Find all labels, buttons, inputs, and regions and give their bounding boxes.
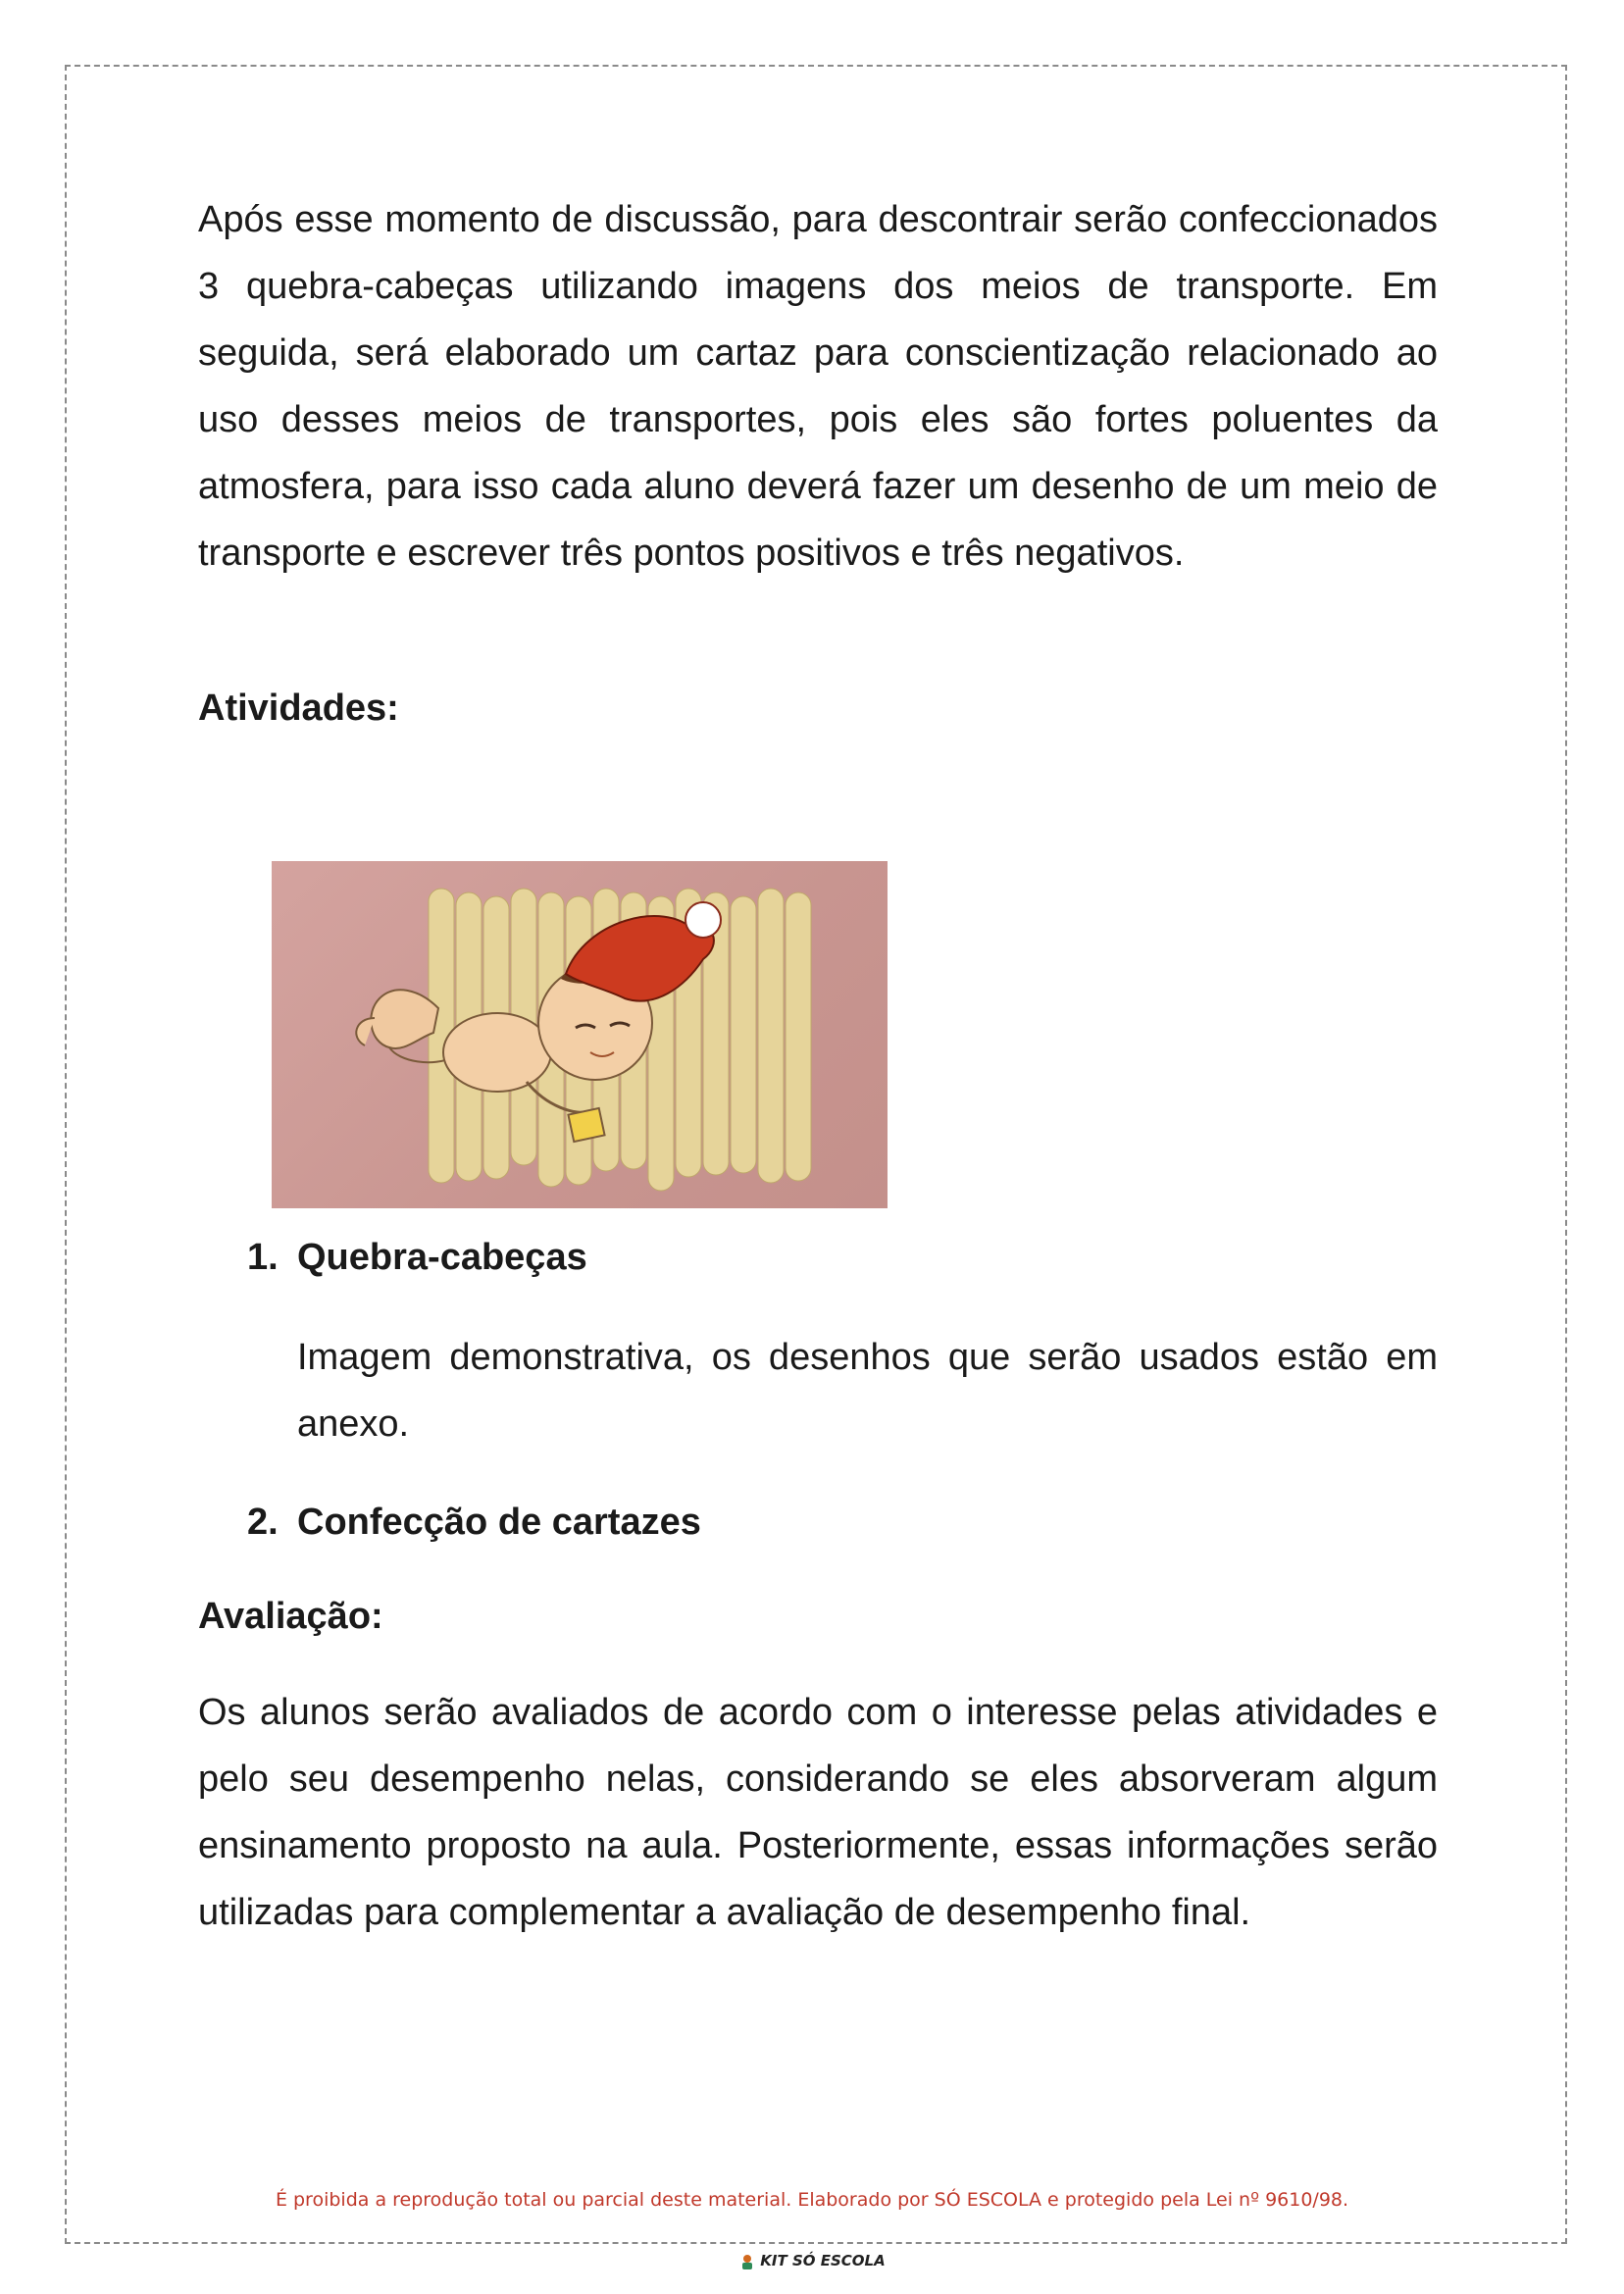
school-mascot-icon bbox=[738, 2253, 756, 2270]
document-body bbox=[198, 186, 1438, 1946]
evaluation-heading: Avaliação: bbox=[198, 1596, 383, 1637]
list-item bbox=[198, 1489, 1438, 1555]
logo-text: KIT SÓ ESCOLA bbox=[760, 2252, 886, 2269]
copyright-notice: É proibida a reprodução total ou parcial deste material. Elaborado por SÓ ESCOLA e protegido pela Lei nº 9610/98. bbox=[275, 2189, 1349, 2211]
popsicle-stick bbox=[786, 892, 811, 1181]
activity-title: Quebra-cabeças bbox=[297, 1237, 587, 1278]
activities-list bbox=[198, 1224, 1438, 1555]
activity-title: Confecção de cartazes bbox=[297, 1502, 701, 1543]
evaluation-paragraph: Os alunos serão avaliados de acordo com o interesse pelas atividades e pelo seu desempenho nelas, considerando se eles absorveram algum ensinamento proposto na aula. Posteriormente, essas informações serão utilizadas para complementar a avaliação de desempenho final. bbox=[198, 1692, 1438, 1933]
intro-paragraph: Após esse momento de discussão, para descontrair serão confeccionados 3 quebra-cabeças utilizando imagens dos meios de transporte. Em seguida, será elaborado um cartaz para conscientização relacionado ao uso desses meios de transportes, pois eles são fortes poluentes da atmosfera, para isso cada aluno deverá fazer um desenho de um meio de transporte e escrever três pontos positivos e três negativos. bbox=[198, 199, 1438, 574]
list-number: 1. bbox=[247, 1237, 279, 1278]
popsicle-stick bbox=[758, 889, 784, 1183]
activity-description: Imagem demonstrativa, os desenhos que serão usados estão em anexo. bbox=[297, 1337, 1438, 1445]
list-number: 2. bbox=[247, 1502, 279, 1543]
activities-heading: Atividades: bbox=[198, 688, 399, 729]
puzzle-illustration bbox=[272, 861, 888, 1208]
popsicle-stick-puzzle-image bbox=[272, 861, 888, 1208]
list-item bbox=[198, 1224, 1438, 1457]
brand-logo bbox=[0, 2252, 1624, 2270]
popsicle-stick bbox=[731, 896, 756, 1173]
